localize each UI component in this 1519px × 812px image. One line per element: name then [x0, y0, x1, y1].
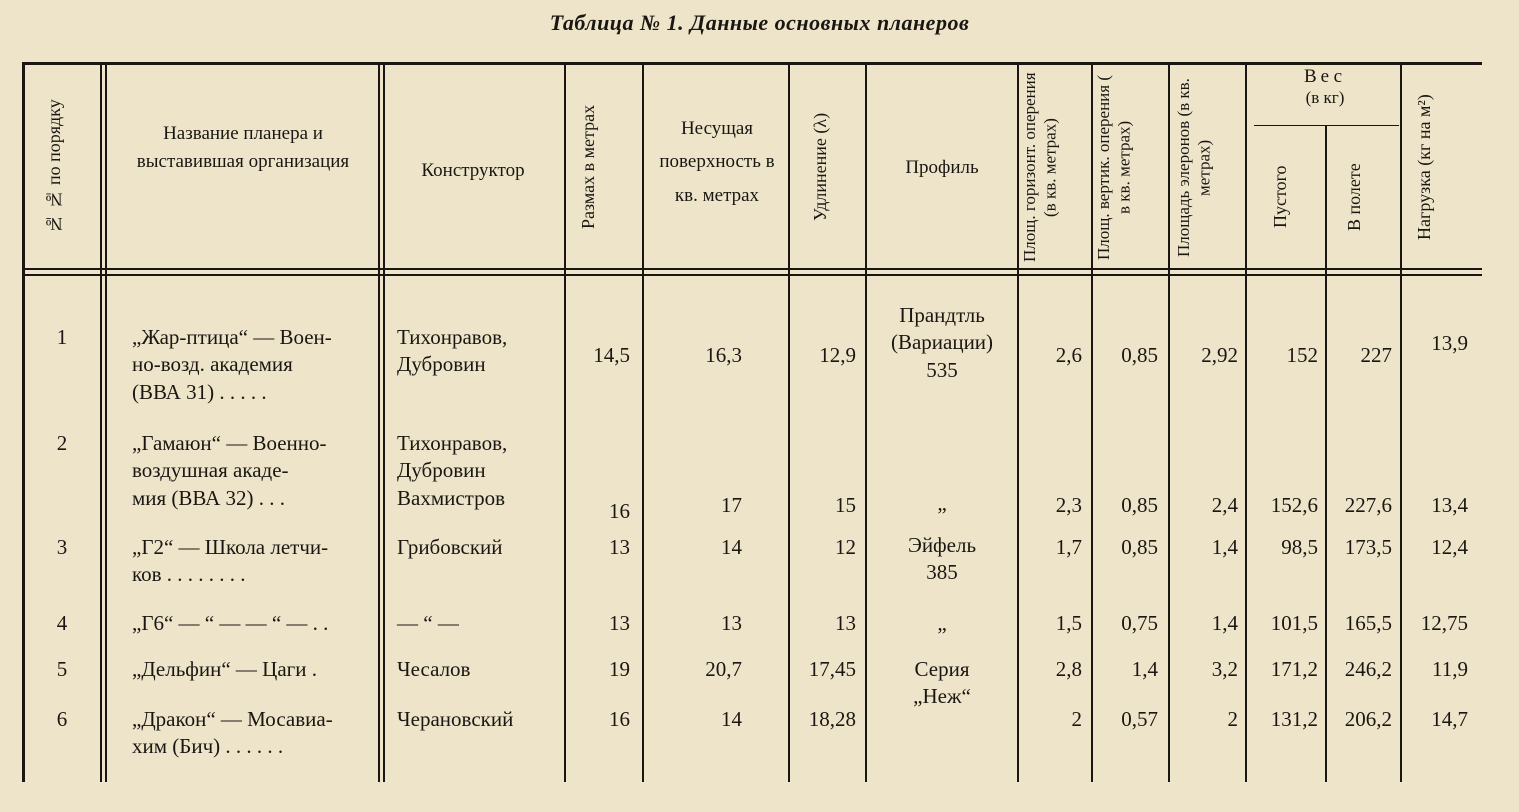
row-5-n: 5: [56, 657, 68, 681]
row-6-flight: 206,2: [1344, 707, 1392, 731]
row-4-flight: 165,5: [1344, 611, 1392, 635]
profile-line: „Неж“: [913, 684, 971, 709]
col-divider: [1091, 62, 1093, 782]
row-5-name: [132, 656, 374, 683]
designer-line: Тихонравов,: [397, 431, 508, 455]
header-ailerons: Площадь элеронов (в кв. метрах): [1174, 78, 1214, 257]
row-1-name: [132, 324, 374, 406]
name-line: „Дельфин“ — Цаги .: [132, 657, 318, 681]
row-3-profile: [872, 532, 1012, 587]
profile-line: Эйфель: [907, 533, 977, 557]
row-2-ailerons: 2,4: [1211, 493, 1238, 517]
row-1-flight: 227: [1360, 343, 1392, 367]
header-load: Нагрузка (кг на м²): [1414, 94, 1434, 240]
header-htail: Площ. горизонт. оперения (в кв. метрах): [1020, 72, 1060, 263]
col-divider: [1168, 62, 1170, 782]
row-5-area: 20,7: [705, 657, 742, 681]
row-4-span: 13: [609, 611, 630, 635]
left-border: [22, 62, 25, 782]
row-4-area: 13: [721, 611, 742, 635]
row-3-area: 14: [721, 535, 742, 559]
row-1-area: 16,3: [705, 343, 742, 367]
row-3-ailerons: 1,4: [1211, 535, 1238, 559]
profile-line: Прандтль: [899, 303, 985, 327]
header-span: Размах в метрах: [578, 104, 598, 230]
row-5-ailerons: 3,2: [1211, 657, 1238, 681]
row-6-area: 14: [721, 707, 742, 731]
header-profile: Профиль: [905, 157, 979, 178]
row-4-htail: 1,5: [1055, 611, 1082, 635]
header-rule-2: [22, 274, 1482, 276]
row-6-htail: 2: [1071, 707, 1082, 731]
col-divider: [642, 62, 644, 782]
row-1-aspect: 12,9: [819, 343, 856, 367]
header-index: № № по порядку: [44, 99, 64, 235]
row-6-designer: [397, 706, 562, 733]
row-6-ailerons: 2: [1227, 707, 1238, 731]
col-divider: [564, 62, 566, 782]
name-line: воздушная акаде-: [132, 458, 289, 483]
row-6-name: [132, 706, 374, 761]
designer-line: Тихонравов,: [397, 325, 508, 349]
row-1-span: 14,5: [593, 343, 630, 367]
row-2-name: [132, 430, 374, 512]
row-1-load: 13,9: [1431, 331, 1468, 355]
header-empty: Пустого: [1270, 165, 1290, 229]
name-line: „Жар-птица“ — Воен-: [132, 325, 332, 349]
row-4-name: [132, 610, 374, 637]
row-6-aspect: 18,28: [808, 707, 856, 731]
row-5-profile: [872, 656, 1012, 711]
table-title: Таблица № 1. Данные основных планеров: [549, 10, 970, 35]
row-2-span: 16: [609, 499, 630, 523]
row-1-empty: 152: [1286, 343, 1318, 367]
row-5-htail: 2,8: [1055, 657, 1082, 681]
row-4-aspect: 13: [835, 611, 856, 635]
row-3-htail: 1,7: [1055, 535, 1082, 559]
header-weight: [1250, 66, 1400, 107]
name-line: „Дракон“ — Мосавиа-: [132, 707, 333, 731]
profile-line: (Вариации): [890, 330, 994, 355]
header-flight: В полете: [1344, 163, 1364, 231]
row-2-profile: [872, 490, 1012, 517]
row-5-span: 19: [609, 657, 630, 681]
row-5-designer: [397, 656, 562, 683]
row-4-n: 4: [56, 611, 68, 635]
row-3-designer: [397, 534, 562, 561]
name-line: „Г2“ — Школа летчи-: [132, 535, 329, 559]
row-2-aspect: 15: [835, 493, 856, 517]
row-3-empty: 98,5: [1281, 535, 1318, 559]
name-line: „Г6“ — “ — — “ — . .: [132, 611, 329, 635]
name-line: ков . . . . . . . .: [132, 562, 246, 587]
glider-data-table: [22, 62, 1482, 802]
row-2-vtail: 0,85: [1121, 493, 1158, 517]
header-designer: Конструктор: [421, 160, 525, 181]
col-divider: [100, 62, 107, 782]
row-1-designer: [397, 324, 562, 379]
name-line: (ВВА 31) . . . . .: [132, 379, 267, 404]
col-divider: [378, 62, 385, 782]
name-line: хим (Бич) . . . . . .: [132, 734, 284, 759]
row-6-n: 6: [56, 707, 68, 731]
row-3-flight: 173,5: [1344, 535, 1392, 559]
row-2-load: 13,4: [1431, 493, 1468, 517]
row-6-empty: 131,2: [1270, 707, 1318, 731]
row-2-n: 2: [56, 431, 68, 455]
col-divider: [1400, 62, 1402, 782]
col-divider: [1245, 62, 1247, 782]
row-1-n: 1: [56, 325, 68, 349]
weight-label: Вес: [1303, 66, 1346, 87]
row-5-load: 11,9: [1432, 657, 1468, 681]
name-line: мия (ВВА 32) . . .: [132, 485, 286, 510]
row-2-empty: 152,6: [1270, 493, 1318, 517]
row-5-vtail: 1,4: [1131, 657, 1158, 681]
designer-line: Черановский: [397, 707, 514, 731]
header-name: Название планера и выставившая организация: [136, 123, 350, 172]
header-vtail: Площ. вертик. оперения ( в кв. метрах): [1094, 75, 1134, 260]
profile-line: „: [937, 491, 947, 515]
profile-line: 385: [926, 560, 958, 585]
designer-line: Дубровин: [397, 352, 486, 377]
col-divider: [865, 62, 867, 782]
row-4-load: 12,75: [1420, 611, 1468, 635]
row-5-empty: 171,2: [1270, 657, 1318, 681]
row-2-htail: 2,3: [1055, 493, 1082, 517]
header-rule: [22, 268, 1482, 270]
weight-unit: (в кг): [1305, 87, 1345, 107]
col-divider: [788, 62, 790, 782]
designer-line: Вахмистров: [397, 485, 506, 510]
row-4-ailerons: 1,4: [1211, 611, 1238, 635]
row-6-load: 14,7: [1431, 707, 1468, 731]
row-1-ailerons: 2,92: [1201, 343, 1238, 367]
row-4-designer: [397, 610, 562, 637]
profile-line: Серия: [914, 657, 970, 681]
row-6-span: 16: [609, 707, 630, 731]
row-6-vtail: 0,57: [1121, 707, 1158, 731]
col-divider: [1325, 125, 1327, 782]
name-line: „Гамаюн“ — Военно-: [132, 431, 327, 455]
row-3-load: 12,4: [1431, 535, 1468, 559]
row-1-profile: [872, 302, 1012, 384]
row-3-vtail: 0,85: [1121, 535, 1158, 559]
profile-line: 535: [926, 357, 958, 382]
col-divider: [1017, 62, 1019, 782]
row-1-vtail: 0,85: [1121, 343, 1158, 367]
name-line: но-возд. академия: [132, 352, 293, 377]
row-4-vtail: 0,75: [1121, 611, 1158, 635]
designer-line: Чесалов: [397, 657, 471, 681]
profile-line: „: [937, 611, 947, 635]
row-4-empty: 101,5: [1270, 611, 1318, 635]
row-2-flight: 227,6: [1344, 493, 1392, 517]
header-area: Несущая поверхность в кв. метрах: [659, 118, 775, 206]
row-3-n: 3: [56, 535, 68, 559]
designer-line: Грибовский: [397, 535, 503, 559]
designer-line: — “ —: [397, 611, 459, 635]
header-aspect: Удлинение (λ): [810, 112, 830, 222]
row-1-htail: 2,6: [1055, 343, 1082, 367]
row-5-aspect: 17,45: [808, 657, 856, 681]
row-3-span: 13: [609, 535, 630, 559]
row-4-profile: [872, 610, 1012, 637]
row-2-designer: [397, 430, 562, 512]
row-5-flight: 246,2: [1344, 657, 1392, 681]
row-3-aspect: 12: [835, 535, 856, 559]
row-3-name: [132, 534, 374, 589]
top-rule: [22, 62, 1482, 65]
row-2-area: 17: [721, 493, 742, 517]
designer-line: Дубровин: [397, 458, 486, 483]
